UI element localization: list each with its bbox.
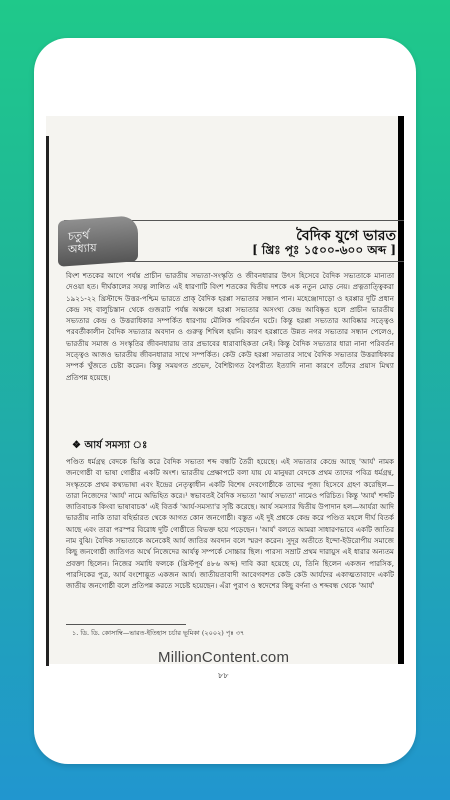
page-right-edge: [398, 116, 404, 664]
chapter-title: বৈদিক যুগে ভারত: [296, 228, 396, 244]
phone-frame: [34, 38, 416, 764]
chapter-badge-label: অধ্যায়: [68, 241, 97, 257]
scanned-book-page: [46, 116, 404, 680]
footnote-divider: [66, 624, 186, 625]
watermark: MillionContent.com: [158, 649, 290, 666]
intro-paragraph: বিংশ শতকের আগে পর্যন্ত প্রাচীন ভারতীয় সভ্যতা-সংস্কৃতি ও জীবনধারার উৎস হিসেবে বৈদিক সভ্যতাকে মান্যতা দেওয়া হত। দীর্ঘকালের সযত্ন লালিত এই ধারণাটি বিংশ শতকের দ্বিতীয় দশকে এক নতুন মোড় নেয়। প্রত্নতাত্ত্বিকরা ১৯২১-২২ খ্রিস্টাব্দে উত্তর-পশ্চিম ভারতে প্রাক্ বৈদিক হরপ্পা সভ্যতার সন্ধান পান। মহেঞ্জোদাড়ো ও হরপ্পার দুটি প্রধান কেন্দ্র সহ বালুচিস্তান থেকে গুজরাট পর্যন্ত অঞ্চলে হরপ্পা সভ্যতার অসংখ্য কেন্দ্র আবিষ্কৃত হলে প্রাচীন ভারতীয় সভ্যতার কেন্দ্র ও উত্তরাধিকার সম্পর্কিত ধারণায় মৌলিক পরিবর্তন ঘটে। কিন্তু হরপ্পা সভ্যতার আবিষ্কার সত্ত্বেও পরবর্তীকালীন বৈদিক সভ্যতার অবদান ও গুরুত্ব শিথিল হয়নি। কারণ হরপ্পাতে উন্নত নগর সভ্যতার সন্ধান পেলেও, ভারতীয় সমাজ ও সংস্কৃতির জীবনধারায় তার প্রভাবের ধারাবাহিকতা নেই। কিন্তু বৈদিক সভ্যতার ধারা নানা পরিবর্তন সত্ত্বেও আজও ভারতীয় জীবনধারার সাথে সম্পর্কিত। কেউ কেউ হরপ্পা সভ্যতার সাথে বৈদিক সভ্যতার উত্তরাধিকার সম্পর্ক খুঁজতে চেষ্টা করেন। কিন্তু সময়গত প্রভেদ, বৈশিষ্ট্যগত বৈপরীত্য ইত্যাদি নানা কারণে তাঁদের প্রয়াস মিথ্যা প্রতিপন্ন হয়েছে।: [66, 271, 394, 382]
section-heading: ❖ আর্য সমস্যা ঃ: [72, 440, 148, 451]
chapter-dates: [ খ্রিঃ পূঃ ১৫০০-৬০০ অব্দ ]: [252, 243, 396, 257]
page-number: ৮৮: [218, 671, 229, 680]
section-paragraph: পণ্ডিত ধর্মগ্রন্থ বেদকে ভিত্তি করে বৈদিক সভ্যতা শব্দ বন্ধটি তৈরী হয়েছে। এই সভ্যতার কেন্দ্রে আছে 'আর্য' নামক জনগোষ্ঠী বা ভাষা গোষ্ঠীর একটি অংশ। ভারতীয় প্রেক্ষাপটে বলা যায় যে মানুষরা বেদকে প্রথম তাদের পবিত্র ধর্মগ্রন্থ, সংস্কৃতকে প্রথম কথ্যভাষা এবং ইন্দ্রের নেতৃত্বাধীন একটি বিশেষ দেবগোষ্ঠীকে তাদের পূজ্য হিসেবে গ্রহণ করেছিল—তারা নিজেদের 'আর্য' নামে অভিহিত করে।¹ স্বভাবতই বৈদিক সভ্যতা 'আর্য সভ্যতা' নামেও পরিচিত। কিন্তু 'আর্য' শব্দটি জাতিবাচক কিংবা ভাষাবাচক' এই বিতর্ক 'আর্য-সমস্যা'র সৃষ্টি করেছে। আর্য সমস্যার দ্বিতীয় উপাদান হল—আর্যরা আদি ভারতীয় নাকি তারা বহির্ভারত থেকে আগত কোন জনগোষ্ঠী। বস্তুত এই দুই প্রশ্নকে কেন্দ্র করে পণ্ডিত মহলে দীর্ঘ বিতর্ক আছে এবং তারা পরস্পর বিরোধ দুটি গোষ্ঠীতে বিভক্ত হয়ে পড়েছেন। 'আর্য' বলতে আমরা সাধারণভাবে একটি জাতির নাম বুঝি। বৈদিক সভ্যতাকে অনেকেই আর্য জাতির অবদান বলে স্মরণ করেন। সুদূর অতীতে ইন্দো-ইউরোপীয় সমাজে কিছু জনগোষ্ঠী জাতিগত অর্থে নিজেদের আর্যত্ব সম্পর্কে সোচ্চার ছিল। পারস্য সম্রাট প্রথম দারায়ুস এই ধারার অন্যতম প্রবক্তা ছিলেন। নিজের সমাধি ফলকে (খ্রিস্টপূর্ব ৪৮৬ অব্দ) দাবি করা হয়েছে যে, তিনি ছিলেন একজন পারসিক, পারসিকের পুত্র, আর্য বংশোদ্ভূত একজন আর্য। জাতীয়তাবাদী আবেগবশত কেউ কেউ আর্যদের একাত্মতাবাদে একটি জাতীয় জনগোষ্ঠী বলে প্রতিপন্ন করতে সচেষ্ট হয়েছেন। এঁরা পুরাণ ও স্বদেশের কিছু বর্ণনা ও শব্দবন্ধ থেকে 'আর্য': [66, 457, 394, 591]
chapter-badge-number: চতুর্থ: [68, 228, 90, 244]
chapter-badge: [58, 215, 138, 267]
page-left-edge: [46, 136, 49, 666]
footnote: ১. ডি. ডি. কোসাম্বি—ভারত-ইতিহাস চর্চার ভূমিকা (২০০২) পৃঃ ৩৭: [72, 629, 245, 637]
